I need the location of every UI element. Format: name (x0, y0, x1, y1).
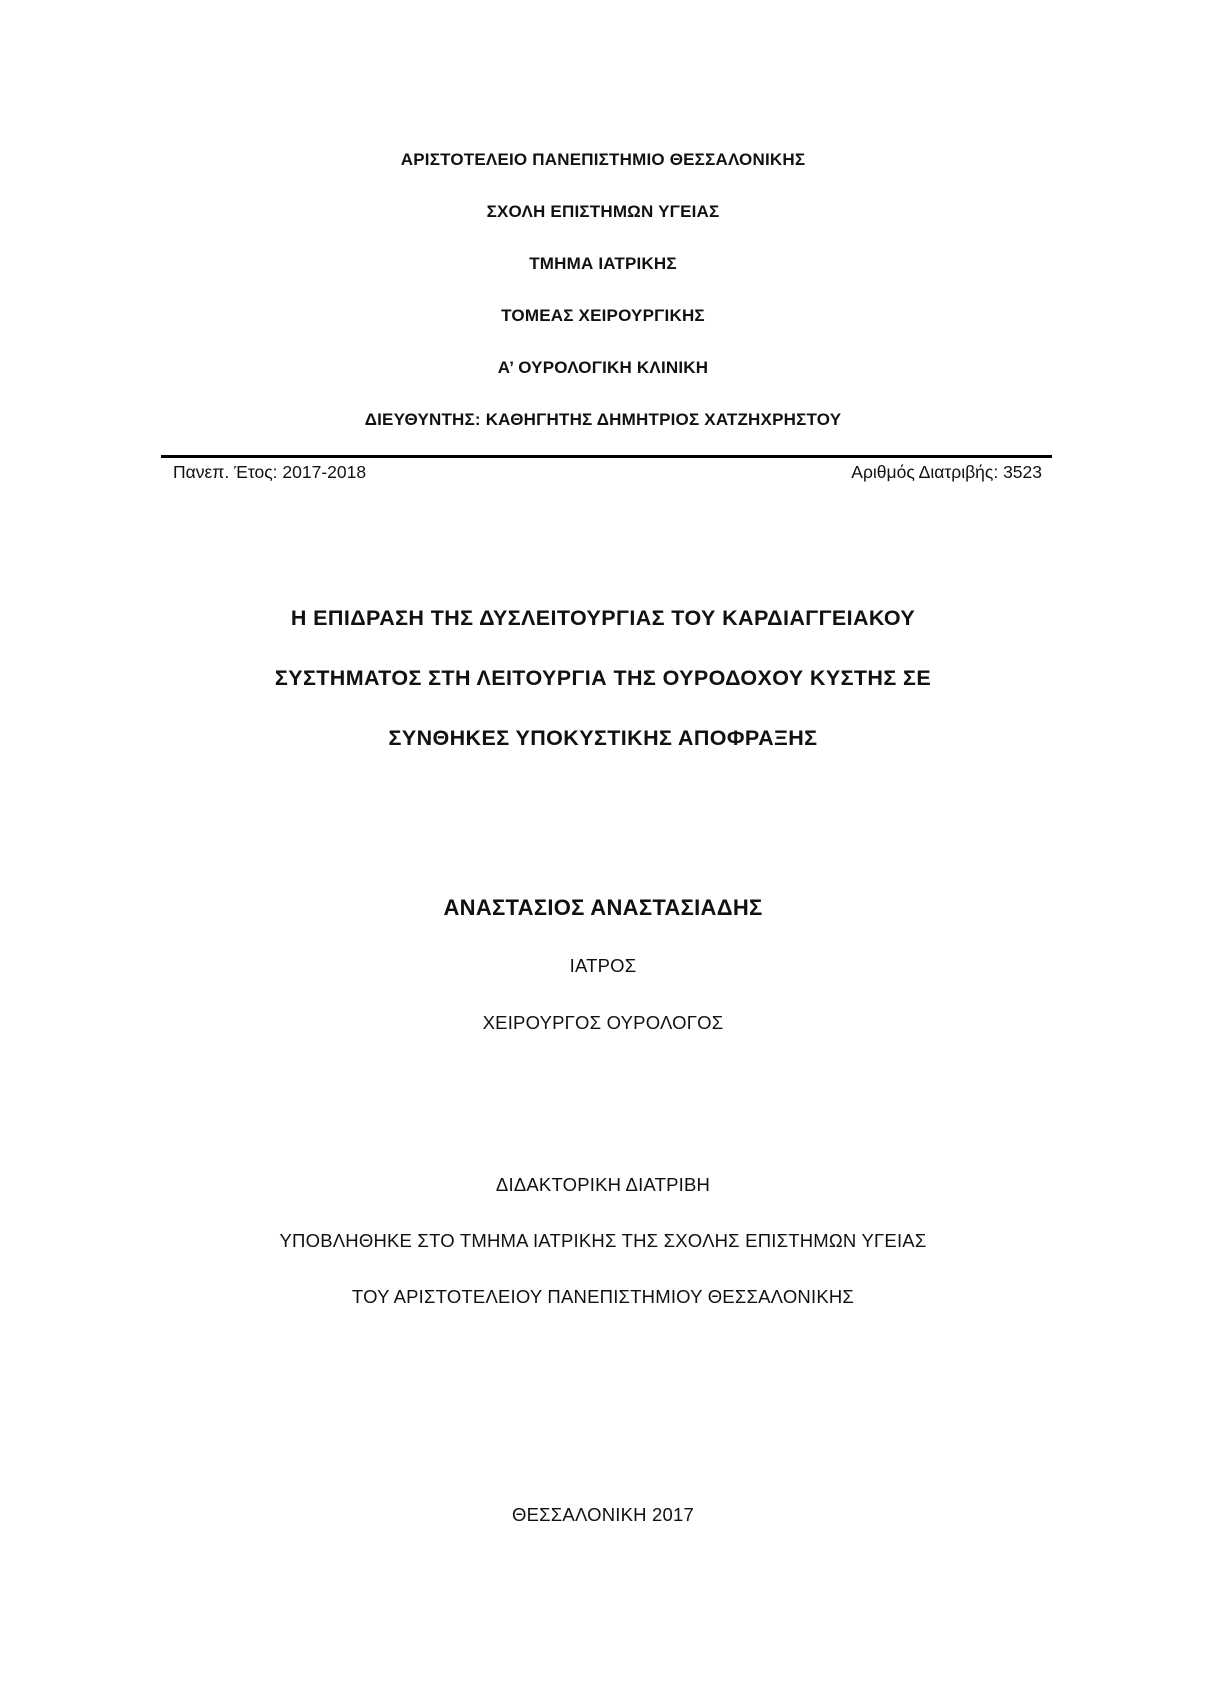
author-role-1: ΙΑΤΡΟΣ (569, 955, 637, 976)
thesis-title-line-3: ΣΥΝΘΗΚΕΣ ΥΠΟΚΥΣΤΙΚΗΣ ΑΠΟΦΡΑΞΗΣ (388, 726, 818, 750)
author-name: ΑΝΑΣΤΑΣΙΟΣ ΑΝΑΣΤΑΣΙΑΔΗΣ (443, 895, 763, 920)
university-name: ΑΡΙΣΤΟΤΕΛΕΙΟ ΠΑΝΕΠΙΣΤΗΜΙΟ ΘΕΣΣΑΛΟΝΙΚΗΣ (400, 150, 806, 169)
submission-line-1: ΥΠΟΒΛΗΘΗΚΕ ΣΤΟ ΤΜΗΜΑ ΙΑΤΡΙΚΗΣ ΤΗΣ ΣΧΟΛΗΣ ΕΠΙΣΤΗΜΩΝ ΥΓΕΙΑΣ (279, 1230, 927, 1251)
submission-line-2: ΤΟΥ ΑΡΙΣΤΟΤΕΛΕΙΟΥ ΠΑΝΕΠΙΣΤΗΜΙΟΥ ΘΕΣΣΑΛΟΝΙΚΗΣ (351, 1286, 855, 1307)
sector-name: ΤΟΜΕΑΣ ΧΕΙΡΟΥΡΓΙΚΗΣ (501, 306, 705, 325)
thesis-title-line-1: Η ΕΠΙΔΡΑΣΗ ΤΗΣ ΔΥΣΛΕΙΤΟΥΡΓΙΑΣ ΤΟΥ ΚΑΡΔΙΑΓΓΕΙΑΚΟΥ (290, 606, 916, 630)
thesis-number: Αριθμός Διατριβής: 3523 (851, 462, 1042, 482)
author-role-2: ΧΕΙΡΟΥΡΓΟΣ ΟΥΡΟΛΟΓΟΣ (482, 1012, 724, 1033)
academic-year: Πανεπ. Έτος: 2017-2018 (173, 462, 367, 482)
clinic-name: Α’ ΟΥΡΟΛΟΓΙΚΗ ΚΛΙΝΙΚΗ (497, 358, 709, 377)
director-line: ΔΙΕΥΘΥΝΤΗΣ: ΚΑΘΗΓΗΤΗΣ ΔΗΜΗΤΡΙΟΣ ΧΑΤΖΗΧΡΗΣΤΟΥ (364, 410, 842, 429)
place-year: ΘΕΣΣΑΛΟΝΙΚΗ 2017 (512, 1504, 694, 1525)
header-divider (161, 455, 1052, 458)
school-name: ΣΧΟΛΗ ΕΠΙΣΤΗΜΩΝ ΥΓΕΙΑΣ (486, 202, 720, 221)
thesis-title-line-2: ΣΥΣΤΗΜΑΤΟΣ ΣΤΗ ΛΕΙΤΟΥΡΓΙΑ ΤΗΣ ΟΥΡΟΔΟΧΟΥ ΚΥΣΤΗΣ ΣΕ (274, 666, 932, 690)
thesis-type: ΔΙΔΑΚΤΟΡΙΚΗ ΔΙΑΤΡΙΒΗ (495, 1174, 711, 1195)
department-name: ΤΜΗΜΑ ΙΑΤΡΙΚΗΣ (529, 254, 677, 273)
